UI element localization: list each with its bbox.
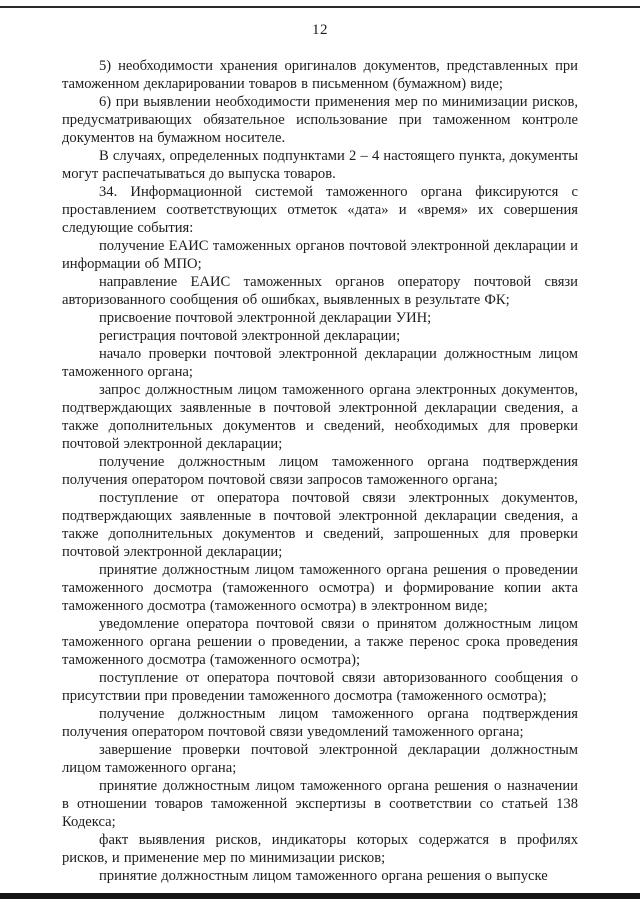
bottom-border-line <box>0 893 640 899</box>
paragraph: принятие должностным лицом таможенного органа решения о назначении в отношении товаров таможенной экспертизы в соответствии со статьей 138 Кодекса; <box>62 778 578 830</box>
page-number: 12 <box>312 22 328 38</box>
paragraph: поступление от оператора почтовой связи электронных документов, подтверждающих заявленные в почтовой электронной декларации сведения, а также дополнительных документов и сведений, запрошенных для проверки почтовой электронной декларации; <box>62 490 578 560</box>
paragraph: 5) необходимости хранения оригиналов документов, представленных при таможенном декларировании товаров в письменном (бумажном) виде; <box>62 58 578 92</box>
top-border-line <box>0 6 640 8</box>
paragraph: поступление от оператора почтовой связи авторизованного сообщения о присутствии при проведении таможенного досмотра (таможенного осмотра); <box>62 670 578 704</box>
paragraph: запрос должностным лицом таможенного органа электронных документов, подтверждающих заявленные в почтовой электронной декларации сведения, а также дополнительных документов и сведений, необходимых для проверки почтовой электронной декларации; <box>62 382 578 452</box>
document-body <box>62 57 578 885</box>
paragraph: получение должностным лицом таможенного органа подтверждения получения оператором почтовой связи запросов таможенного органа; <box>62 454 578 488</box>
paragraph: завершение проверки почтовой электронной декларации должностным лицом таможенного органа; <box>62 742 578 776</box>
paragraph: В случаях, определенных подпунктами 2 – 4 настоящего пункта, документы могут распечатываться до выпуска товаров. <box>62 148 578 182</box>
paragraph: направление ЕАИС таможенных органов оператору почтовой связи авторизованного сообщения об ошибках, выявленных в результате ФК; <box>62 274 578 308</box>
paragraph: получение должностным лицом таможенного органа подтверждения получения оператором почтовой связи уведомлений таможенного органа; <box>62 706 578 740</box>
paragraph: факт выявления рисков, индикаторы которых содержатся в профилях рисков, и применение мер по минимизации рисков; <box>62 832 578 866</box>
paragraph: принятие должностным лицом таможенного органа решения о проведении таможенного досмотра (таможенного осмотра) и формирование копии акта таможенного досмотра (таможенного осмотра) в электронном виде; <box>62 562 578 614</box>
paragraph: присвоение почтовой электронной декларации УИН; <box>99 310 432 326</box>
paragraph: уведомление оператора почтовой связи о принятом должностным лицом таможенного органа решении о проведении, а также перенос срока проведения таможенного досмотра (таможенного осмотра); <box>62 616 578 668</box>
paragraph: принятие должностным лицом таможенного органа решения о выпуске <box>99 868 548 884</box>
paragraph: регистрация почтовой электронной декларации; <box>99 328 401 344</box>
paragraph: 6) при выявлении необходимости применения мер по минимизации рисков, предусматривающих обязательное использование при таможенном контроле документов на бумажном носителе. <box>62 94 578 146</box>
paragraph: 34. Информационной системой таможенного органа фиксируются с проставлением соответствующих отметок «дата» и «время» их совершения следующие события: <box>62 184 578 236</box>
paragraph: получение ЕАИС таможенных органов почтовой электронной декларации и информации об МПО; <box>62 238 578 272</box>
paragraph: начало проверки почтовой электронной декларации должностным лицом таможенного органа; <box>62 346 578 380</box>
